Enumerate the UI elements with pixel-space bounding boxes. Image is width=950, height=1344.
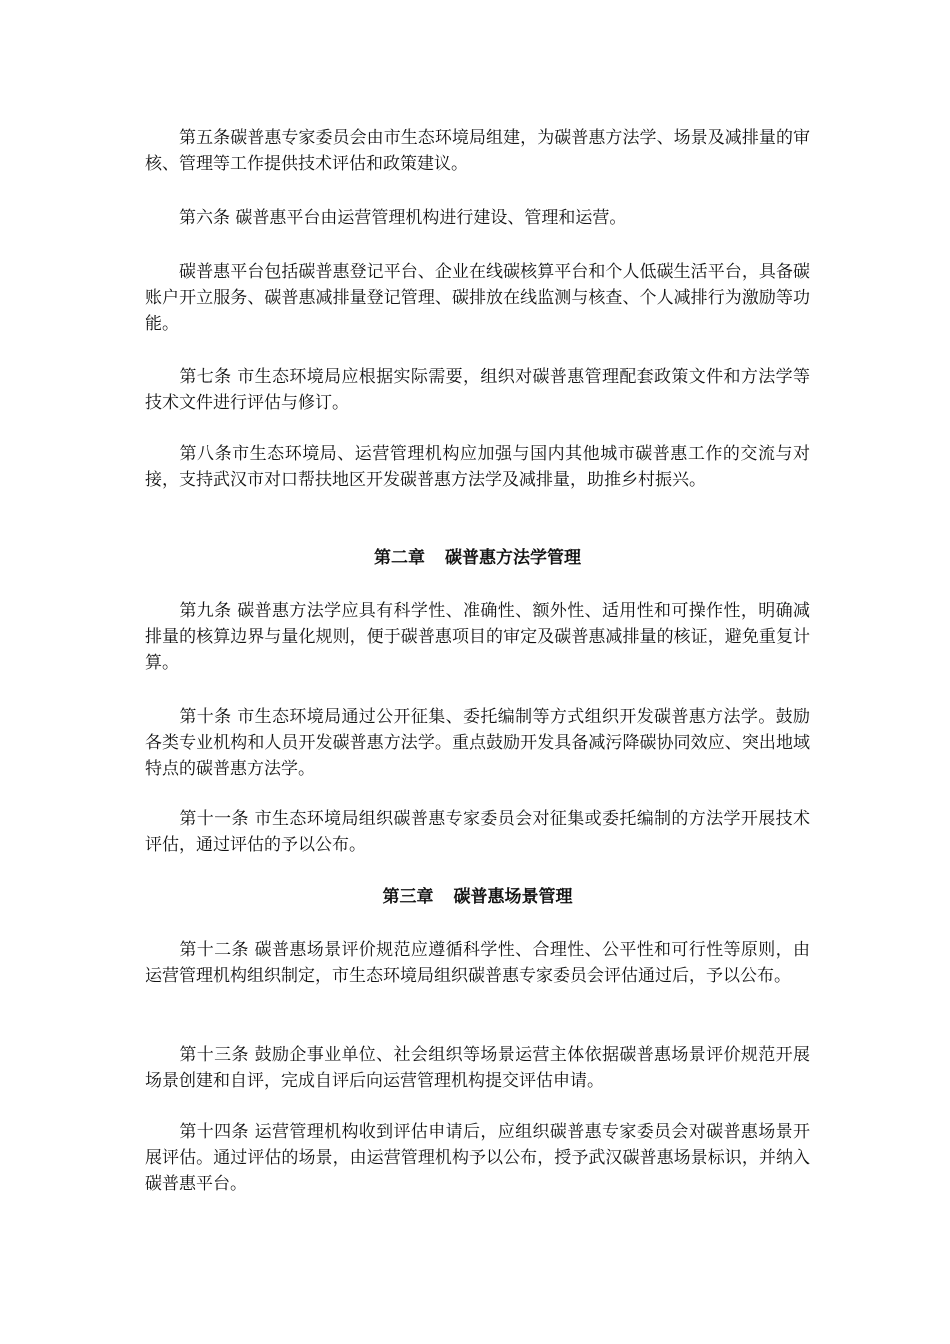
- article-9: 第九条 碳普惠方法学应具有科学性、准确性、额外性、适用性和可操作性，明确减排量的核算边界与量化规则，便于碳普惠项目的审定及碳普惠减排量的核证，避免重复计算。: [145, 601, 810, 673]
- article-6-platform: 碳普惠平台包括碳普惠登记平台、企业在线碳核算平台和个人低碳生活平台，具备碳账户开立服务、碳普惠减排量登记管理、碳排放在线监测与核查、个人减排行为激励等功能。: [145, 262, 810, 334]
- article-8: 第八条市生态环境局、运营管理机构应加强与国内其他城市碳普惠工作的交流与对接，支持武汉市对口帮扶地区开发碳普惠方法学及减排量，助推乡村振兴。: [145, 444, 810, 490]
- article-12: 第十二条 碳普惠场景评价规范应遵循科学性、合理性、公平性和可行性等原则，由运营管理机构组织制定，市生态环境局组织碳普惠专家委员会评估通过后，予以公布。: [145, 940, 810, 986]
- article-14: 第十四条 运营管理机构收到评估申请后，应组织碳普惠专家委员会对碳普惠场景开展评估。通过评估的场景，由运营管理机构予以公布，授予武汉碳普惠场景标识，并纳入碳普惠平台。: [145, 1122, 810, 1194]
- article-6: 第六条 碳普惠平台由运营管理机构进行建设、管理和运营。: [179, 208, 627, 228]
- article-5: 第五条碳普惠专家委员会由市生态环境局组建，为碳普惠方法学、场景及减排量的审核、管理等工作提供技术评估和政策建议。: [145, 128, 810, 174]
- article-10: 第十条 市生态环境局通过公开征集、委托编制等方式组织开发碳普惠方法学。鼓励各类专业机构和人员开发碳普惠方法学。重点鼓励开发具备减污降碳协同效应、突出地域特点的碳普惠方法学。: [145, 707, 810, 779]
- chapter-2-heading: 第二章 碳普惠方法学管理: [374, 548, 581, 568]
- article-13: 第十三条 鼓励企事业单位、社会组织等场景运营主体依据碳普惠场景评价规范开展场景创建和自评，完成自评后向运营管理机构提交评估申请。: [145, 1045, 810, 1091]
- article-11: 第十一条 市生态环境局组织碳普惠专家委员会对征集或委托编制的方法学开展技术评估，通过评估的予以公布。: [145, 809, 810, 855]
- chapter-3-heading: 第三章 碳普惠场景管理: [382, 887, 573, 907]
- article-7: 第七条 市生态环境局应根据实际需要，组织对碳普惠管理配套政策文件和方法学等技术文件进行评估与修订。: [145, 367, 810, 413]
